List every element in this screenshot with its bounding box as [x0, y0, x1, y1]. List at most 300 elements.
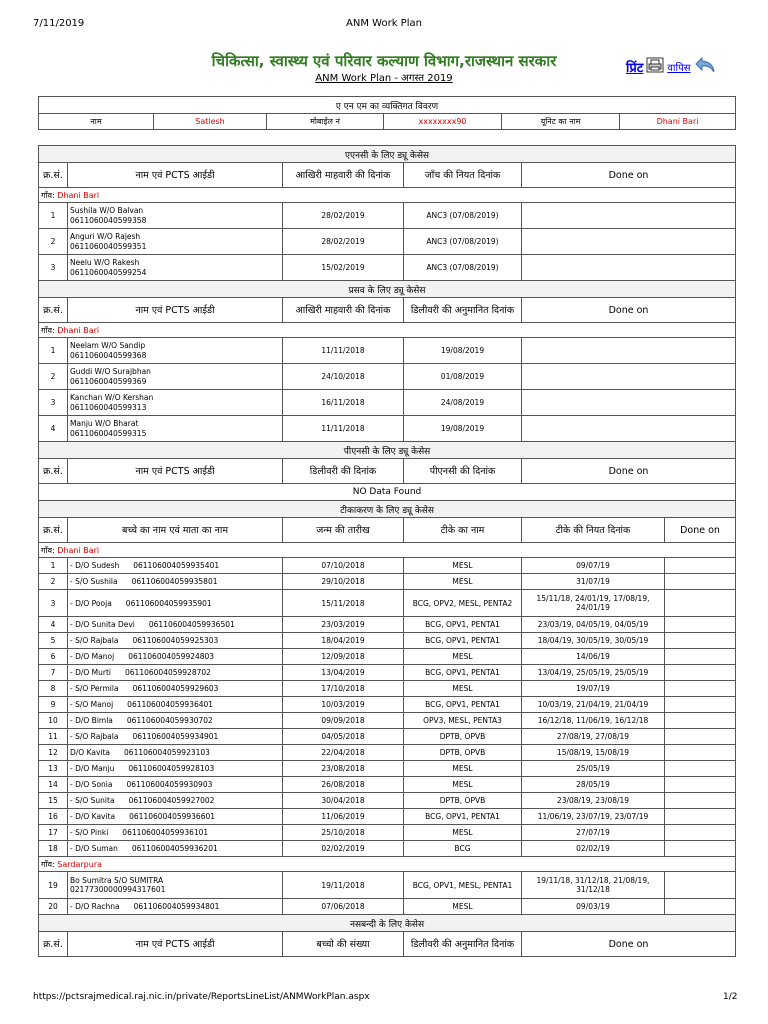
- child-name-id: [68, 617, 283, 633]
- anc-title: एएनसी के लिए ड्यू केसेस: [39, 146, 736, 163]
- vaccine-name: BCG, OPV2, MESL, PENTA2: [404, 590, 522, 617]
- anc-date1: 15/02/2019: [283, 255, 404, 281]
- child-dob: 10/03/2019: [283, 697, 404, 713]
- child-sn: 4: [39, 617, 68, 633]
- table-row: [39, 697, 736, 713]
- child-dob: 30/04/2018: [283, 793, 404, 809]
- anc-village: [39, 188, 736, 203]
- child-name: - S/O Rajbala: [70, 636, 119, 645]
- child-name-id: [68, 777, 283, 793]
- done-on: [665, 681, 736, 697]
- pnc-header-col3: डिलीवरी की दिनांक: [283, 459, 404, 484]
- name-value: Satlesh: [154, 114, 267, 130]
- vaccine-name: OPV3, MESL, PENTA3: [404, 713, 522, 729]
- done-on: [665, 825, 736, 841]
- table-row: [39, 899, 736, 915]
- delivery-sn: 4: [39, 416, 68, 442]
- child-name-id: [68, 665, 283, 681]
- immunization-header-done: Done on: [665, 518, 736, 543]
- pcts-id: 061106004059935401: [133, 561, 220, 570]
- child-dob: 17/10/2018: [283, 681, 404, 697]
- pcts-id: 061106004059923103: [124, 748, 210, 757]
- done-on: [665, 633, 736, 649]
- table-row: [39, 364, 736, 390]
- anc-date2: ANC3 (07/08/2019): [404, 229, 522, 255]
- report-header: [0, 48, 768, 88]
- vaccine-name: DPTB, OPVB: [404, 729, 522, 745]
- child-sn: 3: [39, 590, 68, 617]
- child-sn: 16: [39, 809, 68, 825]
- child-name: D/O Kavita: [70, 748, 111, 757]
- delivery-date2: 01/08/2019: [404, 364, 522, 390]
- child-sn: 13: [39, 761, 68, 777]
- pcts-id: 061106004059928702: [125, 668, 211, 677]
- child-name: - S/O Pinki: [70, 828, 109, 837]
- vaccine-name: MESL: [404, 761, 522, 777]
- child-dob: 19/11/2018: [283, 872, 404, 899]
- mobile-label: मोबाईल नं: [267, 114, 384, 130]
- child-sn: 20: [39, 899, 68, 915]
- anc-sn: 2: [39, 229, 68, 255]
- vaccine-name: DPTB, OPVB: [404, 745, 522, 761]
- delivery-title: प्रसव के लिए ड्यू केसेस: [39, 281, 736, 298]
- print-date: 7/11/2019: [33, 18, 85, 29]
- pcts-id: 061106004059936201: [131, 844, 218, 853]
- anc-header-name: नाम एवं PCTS आईडी: [68, 163, 283, 188]
- done-on: [665, 899, 736, 915]
- delivery-date1: 11/11/2018: [283, 338, 404, 364]
- pcts-id: 0611060040599313: [70, 402, 147, 412]
- delivery-header-sn: क्र.सं.: [39, 298, 68, 323]
- immunization-village-2-cell: [39, 857, 736, 872]
- child-dob: 22/04/2018: [283, 745, 404, 761]
- child-dob: 07/06/2018: [283, 899, 404, 915]
- child-name-id: [68, 633, 283, 649]
- child-name-id: [68, 649, 283, 665]
- delivery-name-id: [68, 416, 283, 442]
- child-name-id: [68, 681, 283, 697]
- child-sn: 14: [39, 777, 68, 793]
- vaccine-due-date: 23/03/19, 04/05/19, 04/05/19: [522, 617, 665, 633]
- child-name: - S/O Permila: [70, 684, 119, 693]
- pcts-id: 061106004059928103: [128, 764, 215, 773]
- vaccine-due-date: 15/08/19, 15/08/19: [522, 745, 665, 761]
- vaccine-due-date: 16/12/18, 11/06/19, 16/12/18: [522, 713, 665, 729]
- pcts-id: 0611060040599315: [70, 428, 147, 438]
- beneficiary-name: Neelam W/O Sandip: [70, 340, 146, 350]
- child-sn: 7: [39, 665, 68, 681]
- child-name: - D/O Sudesh: [70, 561, 120, 570]
- child-sn: 5: [39, 633, 68, 649]
- pcts-id: 061106004059934901: [132, 732, 219, 741]
- anc-header-sn: क्र.सं.: [39, 163, 68, 188]
- child-name-id: [68, 872, 283, 899]
- report-subtitle: ANM Work Plan - अगस्त 2019: [315, 73, 453, 84]
- main-report-table: [38, 145, 736, 957]
- unit-value: Dhani Bari: [620, 114, 736, 130]
- village-label: गाँव:: [41, 325, 55, 335]
- pnc-title: पीएनसी के लिए ड्यू केसेस: [39, 442, 736, 459]
- delivery-header-col3: आखिरी माहवारी की दिनांक: [283, 298, 404, 323]
- done-on: [665, 558, 736, 574]
- immunization-header: [39, 518, 736, 543]
- table-row: [39, 745, 736, 761]
- done-on: [665, 745, 736, 761]
- delivery-date1: 16/11/2018: [283, 390, 404, 416]
- village-label: गाँव:: [41, 859, 55, 869]
- child-name: - D/O Sonia: [70, 780, 113, 789]
- table-row: [39, 793, 736, 809]
- vaccine-name: BCG, OPV1, PENTA1: [404, 809, 522, 825]
- print-page-number: 1/2: [723, 992, 738, 1002]
- pcts-id: 061106004059934801: [133, 902, 220, 911]
- child-sn: 2: [39, 574, 68, 590]
- vaccine-due-date: 18/04/19, 30/05/19, 30/05/19: [522, 633, 665, 649]
- table-row: [39, 777, 736, 793]
- done-on: [665, 761, 736, 777]
- anc-name-id: [68, 255, 283, 281]
- done-on: [665, 665, 736, 681]
- child-sn: 15: [39, 793, 68, 809]
- pcts-id: 061106004059930702: [126, 716, 213, 725]
- sterilization-header-done: Done on: [522, 932, 736, 957]
- browser-print-header: [0, 0, 768, 40]
- print-page-title: ANM Work Plan: [346, 18, 422, 29]
- table-row: [39, 713, 736, 729]
- vaccine-due-date: 11/06/19, 23/07/19, 23/07/19: [522, 809, 665, 825]
- pnc-header-col4: पीएनसी की दिनांक: [404, 459, 522, 484]
- beneficiary-name: Guddi W/O Surajbhan: [70, 366, 151, 376]
- village-label: गाँव:: [41, 190, 55, 200]
- child-sn: 17: [39, 825, 68, 841]
- table-row: [39, 416, 736, 442]
- child-name: - D/O Kavita: [70, 812, 116, 821]
- beneficiary-name: Neelu W/O Rakesh: [70, 257, 140, 267]
- done-on: [665, 697, 736, 713]
- pcts-id: 0611060040599254: [70, 267, 147, 277]
- header-actions: [626, 56, 716, 78]
- back-link[interactable]: वापिस: [667, 63, 691, 74]
- pcts-id: 061106004059935801: [131, 577, 218, 586]
- back-arrow-icon[interactable]: [694, 56, 716, 78]
- anc-date1: 28/02/2019: [283, 229, 404, 255]
- print-link[interactable]: प्रिंट: [626, 61, 644, 76]
- vaccine-due-date: 19/07/19: [522, 681, 665, 697]
- child-dob: 25/10/2018: [283, 825, 404, 841]
- table-row: [39, 729, 736, 745]
- child-name-id: [68, 809, 283, 825]
- no-data-message: NO Data Found: [39, 484, 736, 501]
- child-dob: 29/10/2018: [283, 574, 404, 590]
- table-row: [39, 841, 736, 857]
- vaccine-name: MESL: [404, 574, 522, 590]
- child-dob: 13/04/2019: [283, 665, 404, 681]
- child-sn: 18: [39, 841, 68, 857]
- child-dob: 07/10/2018: [283, 558, 404, 574]
- vaccine-due-date: 02/02/19: [522, 841, 665, 857]
- child-name: - D/O Pooja: [70, 598, 112, 608]
- sterilization-header-name: नाम एवं PCTS आईडी: [68, 932, 283, 957]
- pnc-header-done: Done on: [522, 459, 736, 484]
- vaccine-due-date: 27/07/19: [522, 825, 665, 841]
- done-on: [665, 617, 736, 633]
- child-sn: 6: [39, 649, 68, 665]
- child-name-id: [68, 713, 283, 729]
- pcts-id: 061106004059936101: [122, 828, 209, 837]
- child-dob: 18/04/2019: [283, 633, 404, 649]
- table-row: [39, 390, 736, 416]
- anc-sn: 1: [39, 203, 68, 229]
- table-row: [39, 825, 736, 841]
- vaccine-name: BCG, OPV1, PENTA1: [404, 697, 522, 713]
- pcts-id: 0611060040599351: [70, 241, 147, 251]
- vaccine-due-date: 15/11/18, 24/01/19, 17/08/19, 24/01/19: [522, 590, 665, 617]
- immunization-header-sn: क्र.सं.: [39, 518, 68, 543]
- vaccine-due-date: 31/07/19: [522, 574, 665, 590]
- printer-icon[interactable]: [646, 57, 664, 77]
- pcts-id: 061106004059936501: [148, 620, 235, 629]
- village-name: Dhani Bari: [57, 190, 100, 200]
- delivery-date2: 19/08/2019: [404, 338, 522, 364]
- pcts-id: 061106004059929603: [132, 684, 219, 693]
- table-row: [39, 633, 736, 649]
- vaccine-name: MESL: [404, 825, 522, 841]
- pcts-id: 061106004059925303: [132, 636, 219, 645]
- child-dob: 09/09/2018: [283, 713, 404, 729]
- delivery-header-name: नाम एवं PCTS आईडी: [68, 298, 283, 323]
- child-sn: 19: [39, 872, 68, 899]
- child-dob: 04/05/2018: [283, 729, 404, 745]
- pcts-id: 0611060040599358: [70, 215, 147, 225]
- done-on: [665, 574, 736, 590]
- village-name: Dhani Bari: [57, 325, 100, 335]
- anc-header-col4: जाँच की नियत दिनांक: [404, 163, 522, 188]
- child-dob: 23/08/2018: [283, 761, 404, 777]
- pcts-id: 061106004059927002: [128, 796, 215, 805]
- vaccine-due-date: 19/11/18, 31/12/18, 21/08/19, 31/12/18: [522, 872, 665, 899]
- pcts-id: 061106004059936401: [127, 700, 214, 709]
- beneficiary-name: Manju W/O Bharat: [70, 418, 139, 428]
- vaccine-due-date: 28/05/19: [522, 777, 665, 793]
- delivery-name-id: [68, 364, 283, 390]
- delivery-done-on: [522, 390, 736, 416]
- immunization-header-child-name: बच्चे का नाम एवं माता का नाम: [68, 518, 283, 543]
- vaccine-name: MESL: [404, 681, 522, 697]
- delivery-sn: 3: [39, 390, 68, 416]
- sterilization-header-col3: बच्चो की संख्या: [283, 932, 404, 957]
- done-on: [665, 841, 736, 857]
- anc-date2: ANC3 (07/08/2019): [404, 255, 522, 281]
- child-name: - D/O Rachna: [70, 902, 120, 911]
- table-row: [39, 665, 736, 681]
- delivery-date2: 19/08/2019: [404, 416, 522, 442]
- immunization-title: टीकाकरण के लिए ड्यू केसेस: [39, 501, 736, 518]
- child-name-id: [68, 793, 283, 809]
- table-row: [39, 203, 736, 229]
- vaccine-due-date: 09/07/19: [522, 558, 665, 574]
- child-name: - S/O Rajbala: [70, 732, 119, 741]
- anc-sn: 3: [39, 255, 68, 281]
- vaccine-name: DPTB, OPVB: [404, 793, 522, 809]
- child-name-id: [68, 558, 283, 574]
- child-name-id: [68, 729, 283, 745]
- pcts-id: 061106004059924803: [128, 652, 215, 661]
- anc-done-on: [522, 255, 736, 281]
- immunization-village-1-cell: [39, 543, 736, 558]
- child-name: Bo Sumitra S/O SUMITRA: [70, 876, 164, 885]
- child-name: - D/O Sunita Devi: [70, 620, 135, 629]
- done-on: [665, 649, 736, 665]
- vaccine-due-date: 09/03/19: [522, 899, 665, 915]
- child-name-id: [68, 590, 283, 617]
- done-on: [665, 777, 736, 793]
- beneficiary-name: Sushila W/O Balvan: [70, 205, 144, 215]
- delivery-date1: 11/11/2018: [283, 416, 404, 442]
- table-row: [39, 617, 736, 633]
- pcts-id: 0611060040599369: [70, 376, 147, 386]
- vaccine-name: BCG, OPV1, PENTA1: [404, 617, 522, 633]
- child-name-id: [68, 825, 283, 841]
- child-dob: 15/11/2018: [283, 590, 404, 617]
- vaccine-name: MESL: [404, 649, 522, 665]
- child-name: - D/O Suman: [70, 844, 118, 853]
- done-on: [665, 872, 736, 899]
- child-name-id: [68, 697, 283, 713]
- delivery-sn: 1: [39, 338, 68, 364]
- table-row: [39, 229, 736, 255]
- vaccine-due-date: 25/05/19: [522, 761, 665, 777]
- child-name-id: [68, 745, 283, 761]
- delivery-village-cell: [39, 323, 736, 338]
- child-dob: 26/08/2018: [283, 777, 404, 793]
- child-name-id: [68, 574, 283, 590]
- child-sn: 1: [39, 558, 68, 574]
- table-row: [39, 590, 736, 617]
- vaccine-name: MESL: [404, 558, 522, 574]
- beneficiary-name: Anguri W/O Rajesh: [70, 231, 141, 241]
- table-row: [39, 338, 736, 364]
- pcts-id: 061106004059930903: [126, 780, 213, 789]
- delivery-header-col4: डिलीवरी की अनुमानित दिनांक: [404, 298, 522, 323]
- pnc-header-sn: क्र.सं.: [39, 459, 68, 484]
- table-row: [39, 255, 736, 281]
- anc-name-id: [68, 203, 283, 229]
- vaccine-name: BCG: [404, 841, 522, 857]
- anc-done-on: [522, 229, 736, 255]
- vaccine-name: BCG, OPV1, MESL, PENTA1: [404, 872, 522, 899]
- anc-date2: ANC3 (07/08/2019): [404, 203, 522, 229]
- vaccine-due-date: 27/08/19, 27/08/19: [522, 729, 665, 745]
- vaccine-due-date: 23/08/19, 23/08/19: [522, 793, 665, 809]
- delivery-header-done: Done on: [522, 298, 736, 323]
- vaccine-due-date: 14/06/19: [522, 649, 665, 665]
- sterilization-header-col4: डिलीवरी की अनुमानित दिनांक: [404, 932, 522, 957]
- anm-info-table: [38, 96, 736, 130]
- child-name-id: [68, 841, 283, 857]
- delivery-name-id: [68, 338, 283, 364]
- table-row: [39, 574, 736, 590]
- anc-done-on: [522, 203, 736, 229]
- sterilization-title: नसबन्दी के लिए केसेस: [39, 915, 736, 932]
- info-title: ए एन एम का व्यक्तिगत विवरण: [39, 97, 736, 114]
- child-sn: 8: [39, 681, 68, 697]
- child-dob: 12/09/2018: [283, 649, 404, 665]
- anc-date1: 28/02/2019: [283, 203, 404, 229]
- table-row: [39, 761, 736, 777]
- done-on: [665, 590, 736, 617]
- immunization-village-1: [39, 543, 736, 558]
- unit-label: यूनिट का नाम: [502, 114, 620, 130]
- done-on: [665, 729, 736, 745]
- table-row: [39, 809, 736, 825]
- immunization-header-dob: जन्म की तारीख: [283, 518, 404, 543]
- table-row: [39, 872, 736, 899]
- child-sn: 11: [39, 729, 68, 745]
- village-name: Dhani Bari: [57, 545, 100, 555]
- immunization-header-vaccine: टीके का नाम: [404, 518, 522, 543]
- delivery-name-id: [68, 390, 283, 416]
- print-url: https://pctsrajmedical.raj.nic.in/private/ReportsLineList/ANMWorkPlan.aspx: [33, 992, 370, 1002]
- table-row: [39, 558, 736, 574]
- sterilization-header-sn: क्र.सं.: [39, 932, 68, 957]
- vaccine-name: BCG, OPV1, PENTA1: [404, 633, 522, 649]
- child-dob: 11/06/2019: [283, 809, 404, 825]
- child-dob: 02/02/2019: [283, 841, 404, 857]
- pcts-id: 0611060040599368: [70, 350, 147, 360]
- beneficiary-name: Kanchan W/O Kershan: [70, 392, 154, 402]
- immunization-header-due: टीके की नियत दिनांक: [522, 518, 665, 543]
- anc-village-cell: [39, 188, 736, 203]
- village-name: Sardarpura: [57, 859, 103, 869]
- pnc-header-name: नाम एवं PCTS आईडी: [68, 459, 283, 484]
- child-dob: 23/03/2019: [283, 617, 404, 633]
- pcts-id: 02177300000994317601: [70, 885, 166, 894]
- delivery-village: [39, 323, 736, 338]
- pcts-id: 061106004059936601: [129, 812, 216, 821]
- child-name-id: [68, 761, 283, 777]
- anc-header-done: Done on: [522, 163, 736, 188]
- delivery-date2: 24/08/2019: [404, 390, 522, 416]
- village-label: गाँव:: [41, 545, 55, 555]
- mobile-value: xxxxxxxx90: [384, 114, 502, 130]
- pcts-id: 061106004059935901: [125, 598, 212, 608]
- child-sn: 12: [39, 745, 68, 761]
- name-label: नाम: [39, 114, 154, 130]
- vaccine-due-date: 13/04/19, 25/05/19, 25/05/19: [522, 665, 665, 681]
- anc-header-col3: आखिरी माहवारी की दिनांक: [283, 163, 404, 188]
- done-on: [665, 713, 736, 729]
- child-name: - D/O Manoj: [70, 652, 115, 661]
- vaccine-due-date: 10/03/19, 21/04/19, 21/04/19: [522, 697, 665, 713]
- child-name: - D/O Bimla: [70, 716, 113, 725]
- vaccine-name: BCG, OPV1, PENTA1: [404, 665, 522, 681]
- delivery-done-on: [522, 364, 736, 390]
- done-on: [665, 809, 736, 825]
- child-name: - S/O Sunita: [70, 796, 115, 805]
- delivery-done-on: [522, 416, 736, 442]
- vaccine-name: MESL: [404, 899, 522, 915]
- child-name-id: [68, 899, 283, 915]
- child-sn: 9: [39, 697, 68, 713]
- department-title: चिकित्सा, स्वास्थ्य एवं परिवार कल्याण विभाग,राजस्थान सरकार: [211, 52, 557, 70]
- delivery-date1: 24/10/2018: [283, 364, 404, 390]
- immunization-village-2: [39, 857, 736, 872]
- child-name: - S/O Sushila: [70, 577, 118, 586]
- delivery-done-on: [522, 338, 736, 364]
- done-on: [665, 793, 736, 809]
- child-sn: 10: [39, 713, 68, 729]
- anc-name-id: [68, 229, 283, 255]
